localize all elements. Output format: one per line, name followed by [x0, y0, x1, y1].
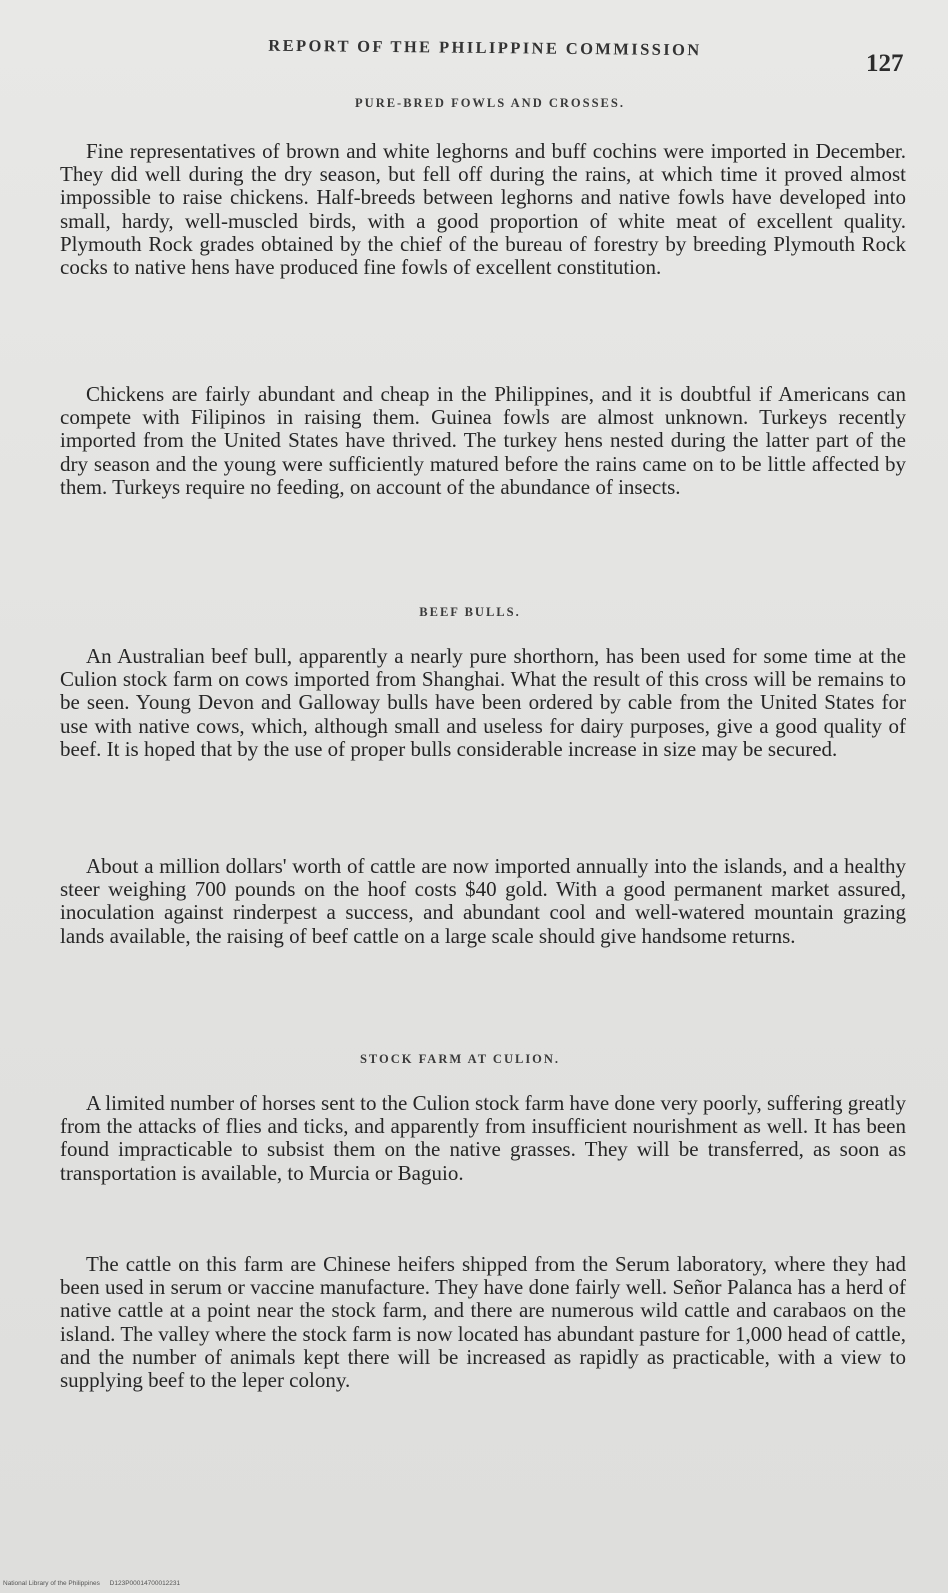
paragraph-text: An Australian beef bull, apparently a nearly pure shorthorn, has been used for some time at the Culion stock farm on cows imported from Shanghai. What the result of this cross will be remains to be seen. Young Devon and Galloway bulls have been ordered by cable from the United States for use with native cows, which, although small and useless for dairy purposes, give a good quality of beef. It is hoped that by the use of proper bulls considerable increase in size may be secured.	[60, 644, 906, 761]
paragraph	[60, 855, 906, 948]
paragraph	[60, 645, 906, 761]
section-heading-beef-bulls: BEEF BULLS.	[419, 605, 521, 619]
paragraph	[60, 1092, 906, 1185]
page-number: 127	[866, 50, 904, 77]
paragraph-text: A limited number of horses sent to the Culion stock farm have done very poorly, suffering greatly from the attacks of flies and ticks, and apparently from insufficient nourishment as well. It has been found impracticable to subsist them on the native grasses. They will be transferred, as soon as transportation is available, to Murcia or Baguio.	[60, 1091, 906, 1185]
paragraph	[60, 383, 906, 499]
paragraph-text: Chickens are fairly abundant and cheap in the Philippines, and it is doubtful if Americans can compete with Filipinos in raising them. Guinea fowls are almost unknown. Turkeys recently imported from the United States have thrived. The turkey hens nested during the latter part of the dry season and the young were sufficiently matured before the rains came on to be little affected by them. Turkeys require no feeding, on account of the abundance of insects.	[60, 382, 906, 499]
paragraph-text: Fine representatives of brown and white leghorns and buff cochins were imported in December. They did well during the dry season, but fell off during the rains, at which time it proved almost impossible to raise chickens. Half-breeds between leghorns and native fowls have developed into small, hardy, well-muscled birds, with a good proportion of white meat of excellent quality. Plymouth Rock grades obtained by the chief of the bureau of forestry by breeding Plymouth Rock cocks to native hens have produced fine fowls of excellent constitution.	[60, 139, 906, 280]
paragraph	[60, 140, 906, 279]
paragraph	[60, 1253, 906, 1392]
section-heading-fowls: PURE-BRED FOWLS AND CROSSES.	[355, 96, 625, 110]
running-title: REPORT OF THE PHILIPPINE COMMISSION	[268, 35, 702, 60]
footer-library: National Library of the Philippines	[3, 1580, 100, 1587]
paragraph-text: About a million dollars' worth of cattle are now imported annually into the islands, and a healthy steer weighing 700 pounds on the hoof costs $40 gold. With a good permanent market assured, inoculation against rinderpest a success, and abundant cool and well-watered mountain grazing lands available, the raising of beef cattle on a large scale should give handsome returns.	[60, 854, 906, 948]
footer-identifier: D123P00014700012231	[109, 1580, 181, 1587]
scan-footer	[3, 1580, 188, 1587]
section-heading-stock-farm: STOCK FARM AT CULION.	[359, 1052, 561, 1066]
paragraph-text: The cattle on this farm are Chinese heifers shipped from the Serum laboratory, where they had been used in serum or vaccine manufacture. They have done fairly well. Señor Palanca has a herd of native cattle at a point near the stock farm, and there are numerous wild cattle and carabaos on the island. The valley where the stock farm is now located has abundant pasture for 1,000 head of cattle, and the number of animals kept there will be increased as rapidly as practicable, with a view to supplying beef to the leper colony.	[60, 1252, 906, 1393]
